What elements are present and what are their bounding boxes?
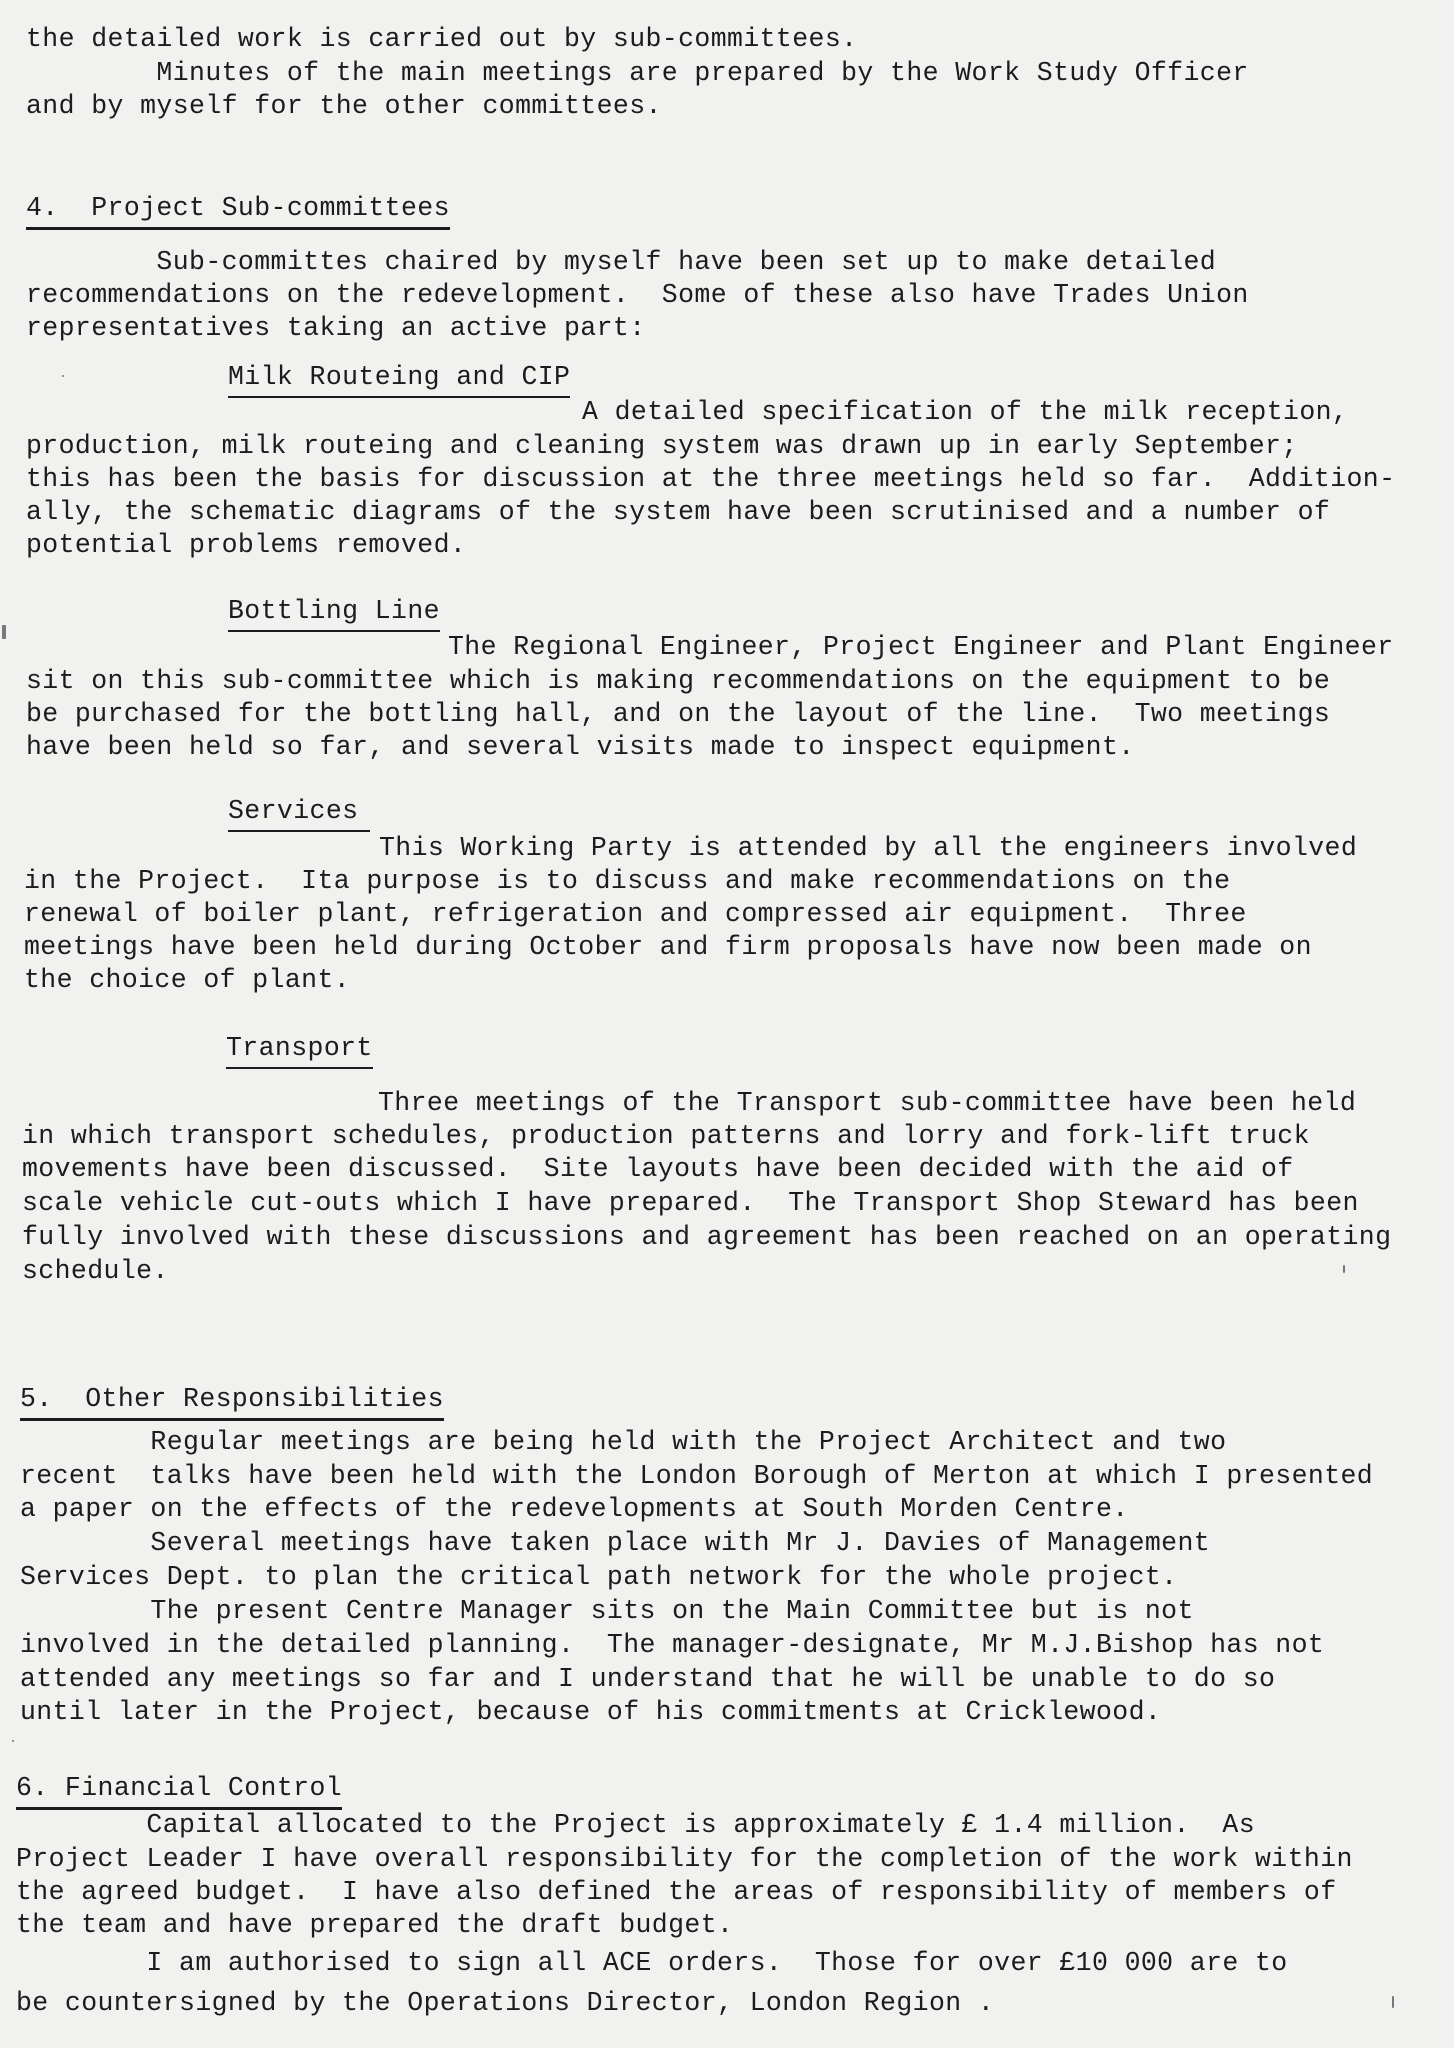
subsection-bottling-line-line: sit on this sub-committee which is making recommendations on the equipment to be: [26, 666, 1331, 696]
intro-line: the detailed work is carried out by sub-committees.: [26, 24, 858, 54]
subsection-transport-line: in which transport schedules, production patterns and lorry and fork-lift truck: [22, 1121, 1310, 1151]
section-5-heading: 5. Other Responsibilities: [20, 1384, 444, 1421]
subsection-services-title: Services: [228, 796, 370, 832]
subsection-services-line: the choice of plant.: [24, 965, 351, 995]
subsection-services-line: meetings have been held during October and firm proposals have now been made on: [24, 932, 1312, 962]
subsection-milk-routeing-line: ally, the schematic diagrams of the system have been scrutinised and a number of: [26, 497, 1331, 527]
section-5-line: Several meetings have taken place with Mr J. Davies of Management: [20, 1528, 1211, 1558]
subsection-milk-routeing-line: potential problems removed.: [26, 530, 467, 560]
section-6-line: be countersigned by the Operations Director, London Region .: [16, 1988, 995, 2018]
section-6-heading: 6. Financial Control: [16, 1773, 342, 1810]
section-6-line: Project Leader I have overall responsibility for the completion of the work within: [16, 1844, 1353, 1874]
subsection-bottling-line-line: The Regional Engineer, Project Engineer and Plant Engineer: [448, 632, 1394, 662]
paper-speck: [1343, 1265, 1345, 1273]
subsection-milk-routeing-line: production, milk routeing and cleaning system was drawn up in early September;: [26, 431, 1298, 461]
subsection-services-line: in the Project. Ita purpose is to discuss and make recommendations on the: [24, 866, 1231, 896]
subsection-milk-routeing-line: this has been the basis for discussion at the three meetings held so far. Addition-: [26, 464, 1396, 494]
subsection-bottling-line-title: Bottling Line: [228, 596, 440, 632]
subsection-bottling-line-line: have been held so far, and several visits made to inspect equipment.: [26, 732, 1135, 762]
section-5-line: attended any meetings so far and I understand that he will be unable to do so: [20, 1664, 1276, 1694]
subsection-services-line: This Working Party is attended by all the engineers involved: [379, 833, 1358, 863]
paper-speck: [1392, 1996, 1394, 2008]
section-4-intro-line: recommendations on the redevelopment. Some of these also have Trades Union: [26, 280, 1249, 310]
subsection-milk-routeing-title: Milk Routeing and CIP: [228, 362, 570, 398]
subsection-transport-line: schedule.: [22, 1256, 169, 1286]
subsection-transport-line: Three meetings of the Transport sub-committee have been held: [378, 1088, 1357, 1118]
section-6-line: Capital allocated to the Project is approximately £ 1.4 million. As: [16, 1810, 1255, 1840]
section-5-line: a paper on the effects of the redevelopments at South Morden Centre.: [20, 1494, 1129, 1524]
paper-speck: [12, 1740, 14, 1742]
section-5-line: recent talks have been held with the London Borough of Merton at which I presented: [20, 1461, 1374, 1491]
paper-speck: [2, 625, 6, 639]
section-6-line: the agreed budget. I have also defined the areas of responsibility of members of: [16, 1877, 1337, 1907]
section-5-line: involved in the detailed planning. The manager-designate, Mr M.J.Bishop has not: [20, 1630, 1325, 1660]
paper-speck: [62, 375, 64, 377]
intro-line: and by myself for the other committees.: [26, 91, 662, 121]
section-5-line: Regular meetings are being held with the Project Architect and two: [20, 1427, 1227, 1457]
intro-line: Minutes of the main meetings are prepared by the Work Study Officer: [26, 58, 1249, 88]
section-5-line: The present Centre Manager sits on the Main Committee but is not: [20, 1596, 1194, 1626]
subsection-transport-line: fully involved with these discussions and agreement has been reached on an operating: [22, 1222, 1392, 1252]
section-6-line: I am authorised to sign all ACE orders. Those for over £10 000 are to: [16, 1948, 1288, 1978]
subsection-bottling-line-line: be purchased for the bottling hall, and on the layout of the line. Two meetings: [26, 699, 1331, 729]
section-5-line: until later in the Project, because of his commitments at Cricklewood.: [20, 1697, 1162, 1727]
section-4-heading: 4. Project Sub-committees: [26, 193, 450, 230]
section-5-line: Services Dept. to plan the critical path network for the whole project.: [20, 1562, 1178, 1592]
section-4-intro-line: representatives taking an active part:: [26, 313, 646, 343]
section-4-intro-line: Sub-committes chaired by myself have been set up to make detailed: [26, 247, 1217, 277]
subsection-services-line: renewal of boiler plant, refrigeration and compressed air equipment. Three: [24, 899, 1247, 929]
subsection-transport-title: Transport: [226, 1033, 373, 1069]
section-6-line: the team and have prepared the draft budget.: [16, 1910, 734, 1940]
subsection-milk-routeing-line: A detailed specification of the milk reception,: [582, 397, 1349, 427]
subsection-transport-line: movements have been discussed. Site layouts have been decided with the aid of: [22, 1154, 1294, 1184]
subsection-transport-line: scale vehicle cut-outs which I have prepared. The Transport Shop Steward has been: [22, 1188, 1359, 1218]
